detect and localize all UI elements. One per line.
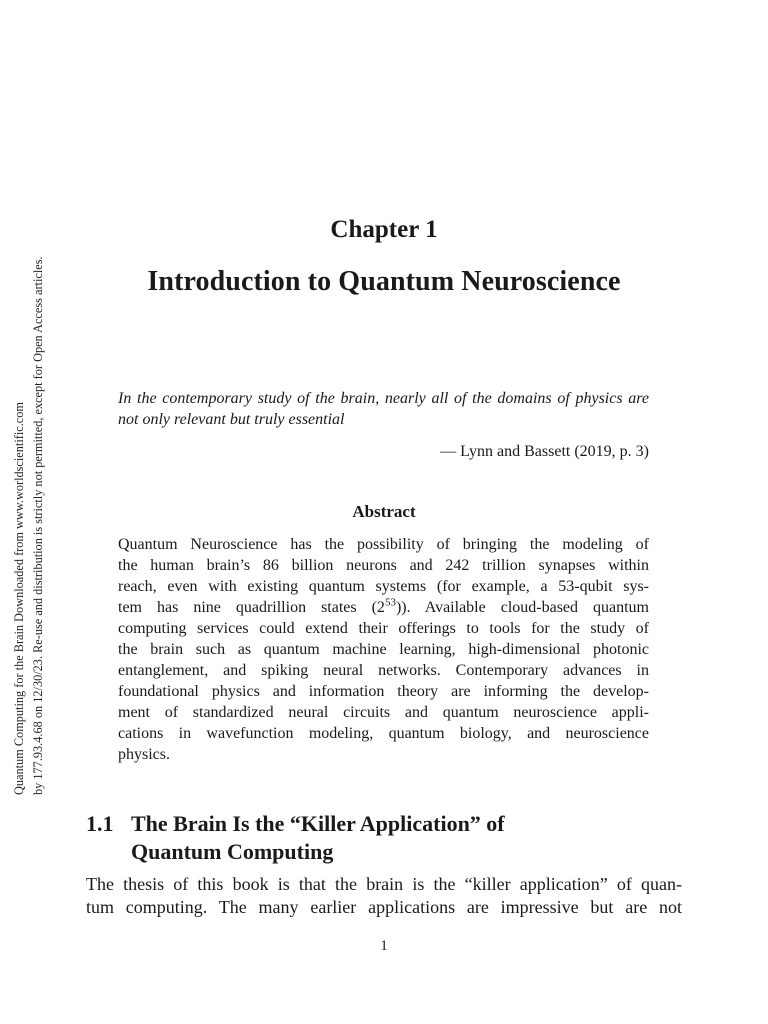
page-number: 1 xyxy=(380,938,388,954)
abstract-exponent: 53 xyxy=(384,596,396,609)
abstract-line: physics. xyxy=(118,746,170,763)
abstract-line: the human brain’s 86 billion neurons and 242 trillion synapses within xyxy=(118,557,649,574)
abstract-line-part: tem has nine quadrillion states (2 xyxy=(118,599,385,616)
chapter-label: Chapter 1 xyxy=(330,216,438,243)
abstract-line: ment of standardized neural circuits and quantum neuroscience appli- xyxy=(118,704,649,721)
section-body-line: tum computing. The many earlier applications are impressive but are not xyxy=(86,897,682,917)
section-title-line-1: The Brain Is the “Killer Application” of xyxy=(131,811,505,836)
abstract-line: the brain such as quantum machine learning, high-dimensional photonic xyxy=(118,641,649,658)
section-number: 1.1 xyxy=(86,811,114,836)
abstract-line: foundational physics and information theory are informing the develop- xyxy=(118,683,649,700)
chapter-title: Introduction to Quantum Neuroscience xyxy=(147,266,621,297)
abstract-line-part: )). Available cloud-based quantum xyxy=(395,599,650,616)
section-body-line: The thesis of this book is that the brain is the “killer application” of quan- xyxy=(86,874,682,894)
abstract-line: Quantum Neuroscience has the possibility of bringing the modeling of xyxy=(118,536,649,553)
abstract-line xyxy=(118,597,649,618)
abstract-line: entanglement, and spiking neural networks. Contemporary advances in xyxy=(118,662,649,679)
section-body xyxy=(86,873,682,919)
section-title-line-2: Quantum Computing xyxy=(131,839,334,864)
abstract-line: reach, even with existing quantum systems (for example, a 53-qubit sys- xyxy=(118,578,649,595)
abstract-line: computing services could extend their offerings to tools for the study of xyxy=(118,620,649,637)
epigraph-quote: In the contemporary study of the brain, nearly all of the domains of physics are not only relevant but truly essential xyxy=(118,390,649,428)
abstract-body xyxy=(118,534,649,765)
epigraph-attribution: — Lynn and Bassett (2019, p. 3) xyxy=(440,443,649,460)
section-title xyxy=(131,810,651,866)
download-notice-line-1: Quantum Computing for the Brain Downloaded from www.worldscientific.com xyxy=(12,402,26,795)
abstract-line: cations in wavefunction modeling, quantum biology, and neuroscience xyxy=(118,725,649,742)
download-notice-line-2: by 177.93.4.68 on 12/30/23. Re-use and distribution is strictly not permitted, except for Open Access articles. xyxy=(31,256,45,795)
abstract-heading: Abstract xyxy=(352,502,416,521)
